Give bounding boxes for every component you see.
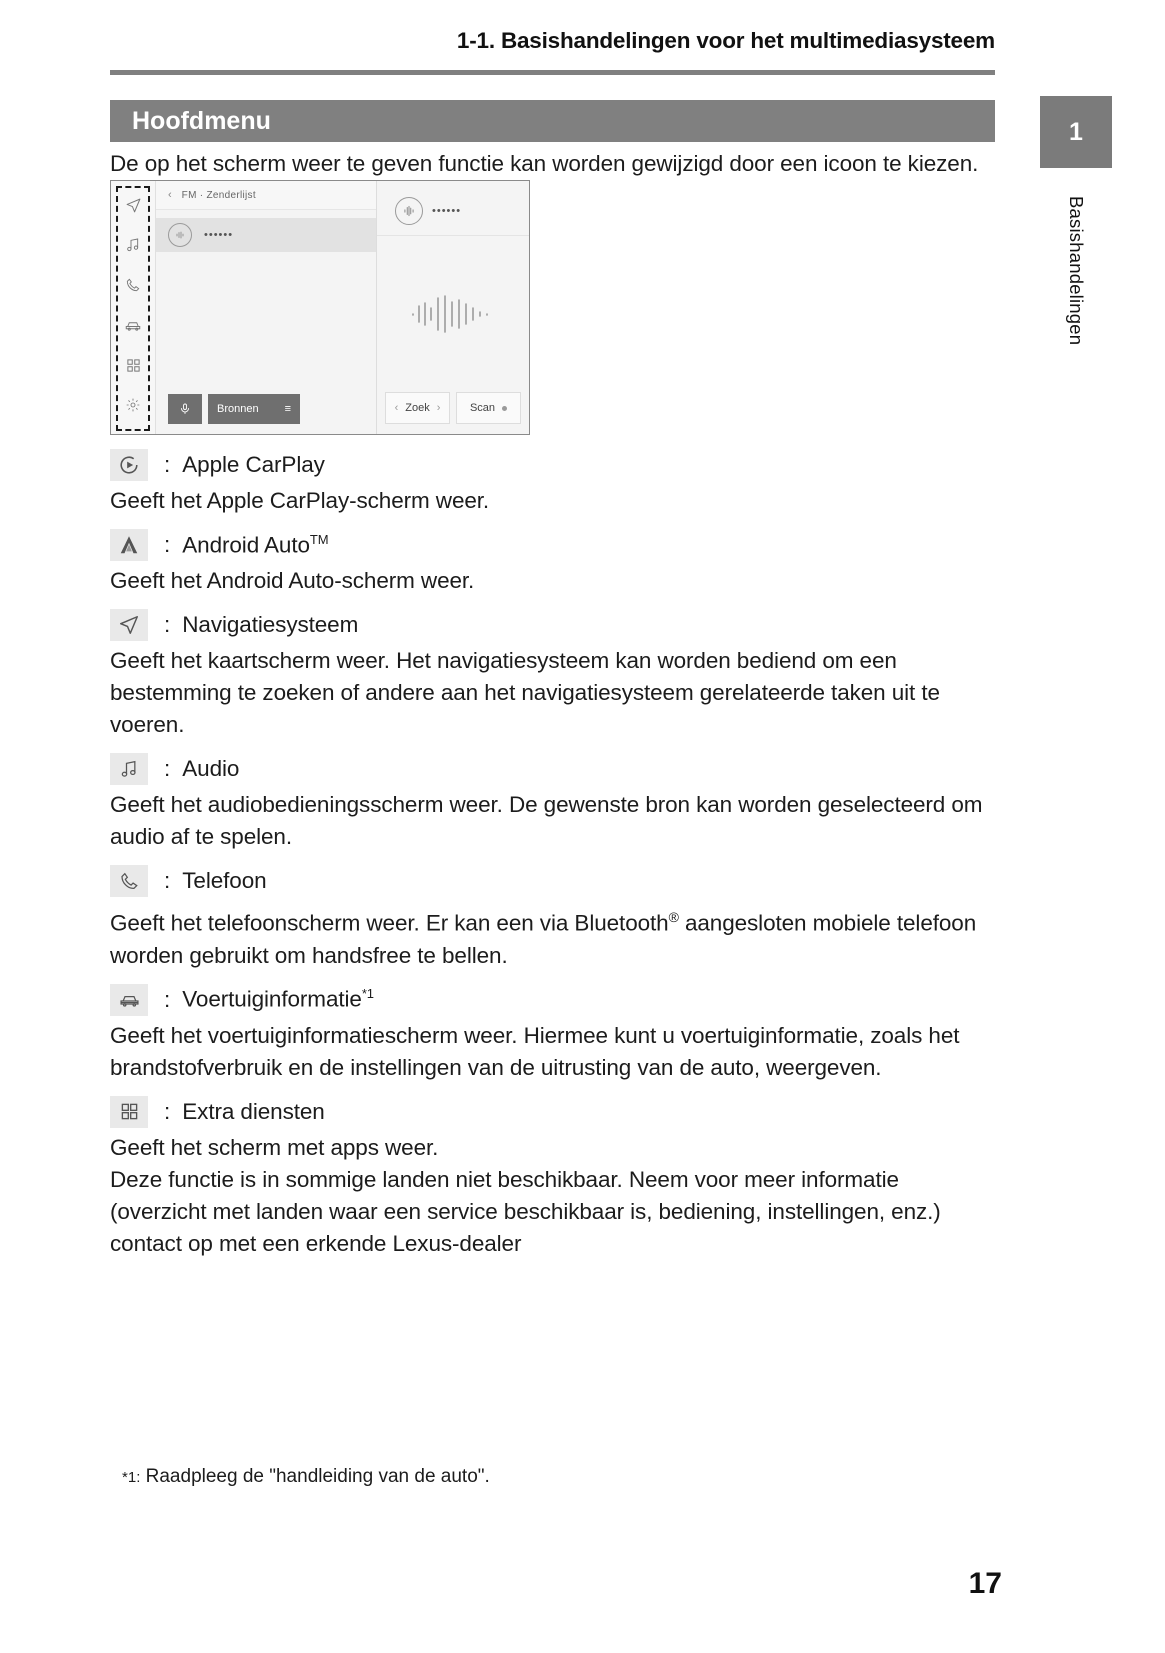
- chapter-thumb-tab: [1040, 96, 1112, 168]
- navigation-arrow-icon: [121, 193, 145, 217]
- apps-grid-icon: [110, 1096, 148, 1128]
- music-note-icon: [121, 233, 145, 257]
- definition-row-android-auto: [110, 529, 1000, 561]
- definition-label-text: Voertuiginformatie: [182, 986, 362, 1012]
- station-name-masked: ••••••: [204, 229, 234, 241]
- seek-prev-chevron-icon[interactable]: ‹: [394, 402, 399, 414]
- screen-now-playing-panel: [376, 181, 529, 434]
- gear-icon: [121, 393, 145, 417]
- definition-description: Geeft het kaartscherm weer. Het navigatiesysteem kan worden bediend om een bestemming te zoeken of andere aan het navigatiesysteem gerelateerde taken uit te voeren.: [110, 648, 940, 737]
- definition-label: Extra diensten: [182, 1098, 325, 1124]
- android-auto-icon: [110, 529, 148, 561]
- definition-label: [182, 532, 328, 559]
- tuner-button-row: [385, 392, 521, 424]
- station-list-item[interactable]: [156, 218, 377, 252]
- microphone-icon[interactable]: [168, 394, 202, 424]
- chapter-title-vertical: Basishandelingen: [1066, 196, 1087, 346]
- apple-carplay-icon: [110, 449, 148, 481]
- car-icon: [110, 984, 148, 1016]
- header-rule: [110, 70, 995, 75]
- multimedia-screen-figure: [110, 180, 530, 435]
- footnote-text: Raadpleeg de "handleiding van de auto".: [145, 1466, 490, 1487]
- definition-label: Telefoon: [182, 868, 267, 893]
- phone-icon: [110, 865, 148, 897]
- radio-wave-icon: [168, 223, 192, 247]
- running-header: 1-1. Basishandelingen voor het multimediasysteem: [456, 28, 995, 53]
- sources-button[interactable]: [208, 394, 300, 424]
- footnote-mark: *1: [122, 1469, 137, 1486]
- definition-row-apple-carplay: [110, 449, 1000, 481]
- intro-paragraph: De op het scherm weer te geven functie kan worden gewijzigd door een icoon te kiezen.: [110, 151, 979, 176]
- definition-row-audio: [110, 753, 1000, 785]
- footnote: [122, 1466, 490, 1488]
- definition-colon: :: [164, 986, 171, 1012]
- definition-label: Apple CarPlay: [182, 452, 325, 477]
- now-playing-name-masked: ••••••: [432, 205, 462, 217]
- apps-grid-icon: [121, 353, 145, 377]
- back-chevron-icon[interactable]: ‹: [168, 189, 172, 201]
- definition-row-vehicle-info: [110, 984, 1000, 1016]
- definition-colon: :: [164, 612, 171, 637]
- phone-icon: [121, 273, 145, 297]
- scan-status-dot-icon: [502, 406, 507, 411]
- definition-label: Navigatiesysteem: [182, 612, 359, 637]
- definition-row-phone: [110, 865, 1000, 897]
- page-content: [110, 148, 1000, 1260]
- definition-colon: :: [164, 868, 171, 893]
- definition-description: Geeft het audiobedieningsscherm weer. De gewenste bron kan worden geselecteerd om audio af te spelen.: [110, 792, 983, 849]
- description-part-2: aangesloten mobiele telefoon worden gebruikt om handsfree te bellen.: [110, 910, 977, 968]
- definition-colon: :: [164, 452, 171, 477]
- seek-button[interactable]: [385, 392, 450, 424]
- section-title: Hoofdmenu: [132, 106, 271, 135]
- definition-colon: :: [164, 756, 171, 781]
- chapter-thumb-tab-label: [1040, 196, 1112, 456]
- sources-menu-icon: ≡: [284, 403, 291, 415]
- definition-row-extra-services: [110, 1096, 1000, 1128]
- screen-sidebar: [111, 181, 155, 434]
- definition-colon: :: [164, 1098, 171, 1124]
- footnote-reference: *1: [361, 986, 374, 1002]
- definition-description-extra: Deze functie is in sommige landen niet beschikbaar. Neem voor meer informatie (overzicht met landen waar een service beschikbaar is, bediening, instellingen, enz.) contact op met een erkende Lexus-dealer: [110, 1166, 941, 1256]
- screen-main-panel: [155, 181, 377, 434]
- definition-description: Geeft het Apple CarPlay-scherm weer.: [110, 488, 490, 513]
- now-playing-header: [377, 181, 529, 236]
- seek-label: Zoek: [405, 402, 430, 414]
- definition-description: Geeft het Android Auto-scherm weer.: [110, 568, 475, 593]
- scan-label: Scan: [469, 402, 496, 414]
- radio-wave-icon: [395, 197, 423, 225]
- music-note-icon: [110, 753, 148, 785]
- scan-button[interactable]: [456, 392, 521, 424]
- footnote-separator: :: [136, 1469, 141, 1486]
- chapter-number: 1: [1069, 117, 1083, 146]
- seek-next-chevron-icon[interactable]: ›: [436, 402, 441, 414]
- definition-description: [110, 901, 1000, 972]
- definition-label: [182, 986, 374, 1013]
- page-number: 17: [968, 1567, 1002, 1600]
- section-header-bar: [110, 100, 995, 142]
- screen-bottom-controls: [168, 394, 300, 424]
- screen-breadcrumb-bar: [156, 181, 377, 210]
- definition-description: Geeft het scherm met apps weer.: [110, 1134, 439, 1160]
- navigation-arrow-icon: [110, 609, 148, 641]
- equalizer-visualizer: [377, 291, 529, 337]
- trademark-mark: TM: [309, 531, 329, 547]
- car-icon: [121, 313, 145, 337]
- definition-row-navigation: [110, 609, 1000, 641]
- registered-mark: ®: [668, 909, 679, 925]
- definition-label-text: Android Auto: [182, 532, 310, 558]
- definition-description: Geeft het voertuiginformatiescherm weer. Hiermee kunt u voertuiginformatie, zoals het brandstofverbruik en de instellingen van de uitrusting van de auto, weergeven.: [110, 1022, 960, 1080]
- sources-button-label: Bronnen: [217, 403, 259, 415]
- definition-label: Audio: [182, 756, 240, 781]
- definition-colon: :: [164, 532, 171, 557]
- breadcrumb-text: FM · Zenderlijst: [181, 189, 256, 201]
- description-part-1: Geeft het telefoonscherm weer. Er kan een via Bluetooth: [110, 910, 669, 936]
